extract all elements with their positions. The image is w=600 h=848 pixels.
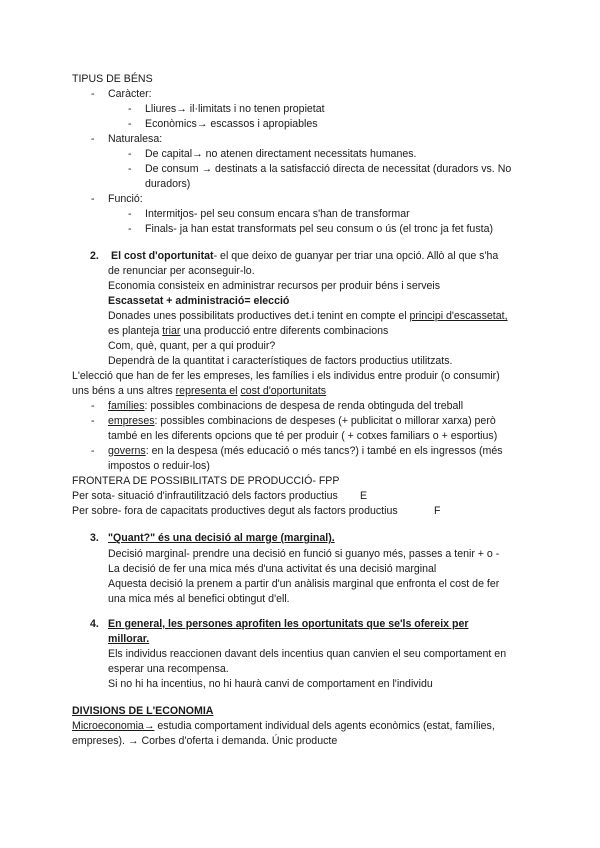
bullet-dash: - bbox=[91, 193, 95, 205]
paragraph-line: una mica més al benefici obtingut d'ell. bbox=[108, 593, 290, 605]
naturalesa-label: Naturalesa: bbox=[108, 133, 163, 145]
paragraph-line: Per sota- situació d'infrautilització dels factors productius bbox=[72, 490, 338, 502]
text-run: : possibles combinacions de despeses (+ publicitat o millorar xarxa) però bbox=[154, 415, 496, 427]
underlined-term: empreses bbox=[108, 415, 155, 427]
bullet-dash: - bbox=[128, 208, 132, 220]
paragraph-line: Per sobre- fora de capacitats productives degut als factors productius bbox=[72, 505, 398, 517]
text-run: : possibles combinacions de despesa de renda obtinguda del treball bbox=[144, 400, 464, 412]
section-number: 4. bbox=[90, 618, 99, 630]
heading-bold: El cost d'oportunitat bbox=[111, 250, 214, 262]
list-item: Finals- ja han estat transformats pel seu consum o ús (el tronc ja fet fusta) bbox=[145, 223, 493, 235]
list-item: De consum → destinats a la satisfacció directa de necessitat (duradors vs. No bbox=[145, 163, 512, 175]
bullet-dash: - bbox=[128, 223, 132, 235]
point-letter: F bbox=[434, 505, 441, 517]
list-item-cont: duradors) bbox=[145, 178, 191, 190]
section-heading bbox=[111, 249, 498, 264]
list-item: De capital→ no atenen directament necessitats humanes. bbox=[145, 148, 417, 160]
bullet-dash: - bbox=[91, 133, 95, 145]
list-item bbox=[108, 399, 463, 414]
text-run: Donades unes possibilitats productives det.i tenint en compte el bbox=[108, 310, 410, 322]
bullet-dash: - bbox=[128, 118, 132, 130]
paragraph-line bbox=[108, 309, 508, 324]
list-item bbox=[108, 444, 503, 459]
paragraph-line: esperar una recompensa. bbox=[108, 663, 229, 675]
text-run: estudia comportament individual dels agents econòmics (estat, famílies, bbox=[154, 720, 495, 732]
bullet-dash: - bbox=[128, 148, 132, 160]
section-title-tipus: TIPUS DE BÉNS bbox=[72, 73, 153, 85]
paragraph-line: L'elecció que han de fer les empreses, les famílies i els individus entre produir (o consumir) bbox=[72, 370, 500, 382]
funcio-label: Funció: bbox=[108, 193, 143, 205]
section-heading: En general, les persones aprofiten les oportunitats que se'ls ofereix per bbox=[108, 618, 469, 630]
section-heading: "Quant?" és una decisió al marge (marginal). bbox=[108, 532, 335, 544]
paragraph-line: La decisió de fer una mica més d'una activitat és una decisió marginal bbox=[108, 563, 437, 575]
paragraph-line: Aquesta decisió la prenem a partir d'un anàlisis marginal que enfronta el cost de fer bbox=[108, 578, 500, 590]
paragraph-line: empreses). → Corbes d'oferta i demanda. Únic producte bbox=[72, 735, 338, 747]
paragraph-line bbox=[72, 719, 495, 734]
paragraph-line: Decisió marginal- prendre una decisió en funció si guanyo més, passes a tenir + o - bbox=[108, 548, 500, 560]
paragraph-line: Si no hi ha incentius, no hi haurà canvi de comportament en l'individu bbox=[108, 678, 433, 690]
list-item: Econòmics→ escassos i apropiables bbox=[145, 118, 318, 130]
list-item-cont: també en les diferents opcions que té per produir ( + cotxes familiars o + esportius) bbox=[108, 430, 498, 442]
paragraph-line bbox=[108, 324, 388, 339]
text-run: es planteja bbox=[108, 325, 163, 337]
bullet-dash: - bbox=[128, 103, 132, 115]
bullet-dash: - bbox=[91, 445, 95, 457]
list-item: Intermitjos- pel seu consum encara s'han de transformar bbox=[145, 208, 410, 220]
underlined-term: principi d'escassetat, bbox=[409, 310, 508, 322]
bullet-dash: - bbox=[91, 400, 95, 412]
underlined-term: cost d'oportunitats bbox=[240, 385, 327, 397]
paragraph-line bbox=[72, 384, 326, 399]
underlined-term: famílies bbox=[108, 400, 145, 412]
bullet-dash: - bbox=[91, 415, 95, 427]
section-number: 3. bbox=[90, 532, 99, 544]
heading-cont: de renunciar per aconseguir-lo. bbox=[108, 265, 255, 277]
text-run: una producció entre diferents combinacions bbox=[180, 325, 389, 337]
section-heading-cont: millorar. bbox=[108, 633, 150, 645]
point-letter: E bbox=[360, 490, 368, 502]
bold-formula: Escassetat + administració= elecció bbox=[108, 295, 290, 307]
divisions-title: DIVISIONS DE L'ECONOMIA bbox=[72, 705, 214, 717]
paragraph-line: Dependrà de la quantitat i característiques de factors productius utilitzats. bbox=[108, 355, 453, 367]
frontera-heading: FRONTERA DE POSSIBILITATS DE PRODUCCIÓ- FPP bbox=[72, 475, 340, 487]
paragraph-line: Economia consisteix en administrar recursos per produir béns i serveis bbox=[108, 280, 441, 292]
list-item bbox=[108, 414, 496, 429]
bullet-dash: - bbox=[128, 163, 132, 175]
caracter-label: Caràcter: bbox=[108, 88, 152, 100]
list-item: Lliures→ il·limitats i no tenen propietat bbox=[145, 103, 325, 115]
text-run: : en la despesa (més educació o més tancs?) i també en els ingressos (més bbox=[145, 445, 503, 457]
underlined-term: Microeconomia→ bbox=[72, 720, 155, 732]
text-run: uns béns a uns altres bbox=[72, 385, 176, 397]
section-number: 2. bbox=[90, 250, 99, 262]
list-item-cont: impostos o reduir-los) bbox=[108, 460, 210, 472]
paragraph-line: Els individus reaccionen davant dels incentius quan canvien el seu comportament en bbox=[108, 648, 507, 660]
underlined-term: representa el bbox=[175, 385, 238, 397]
heading-rest: - el que deixo de guanyar per triar una opció. Allò al que s'ha bbox=[213, 250, 499, 262]
underlined-term: governs bbox=[108, 445, 146, 457]
paragraph-line: Com, què, quant, per a qui produir? bbox=[108, 340, 276, 352]
bullet-dash: - bbox=[91, 88, 95, 100]
underlined-term: triar bbox=[162, 325, 181, 337]
